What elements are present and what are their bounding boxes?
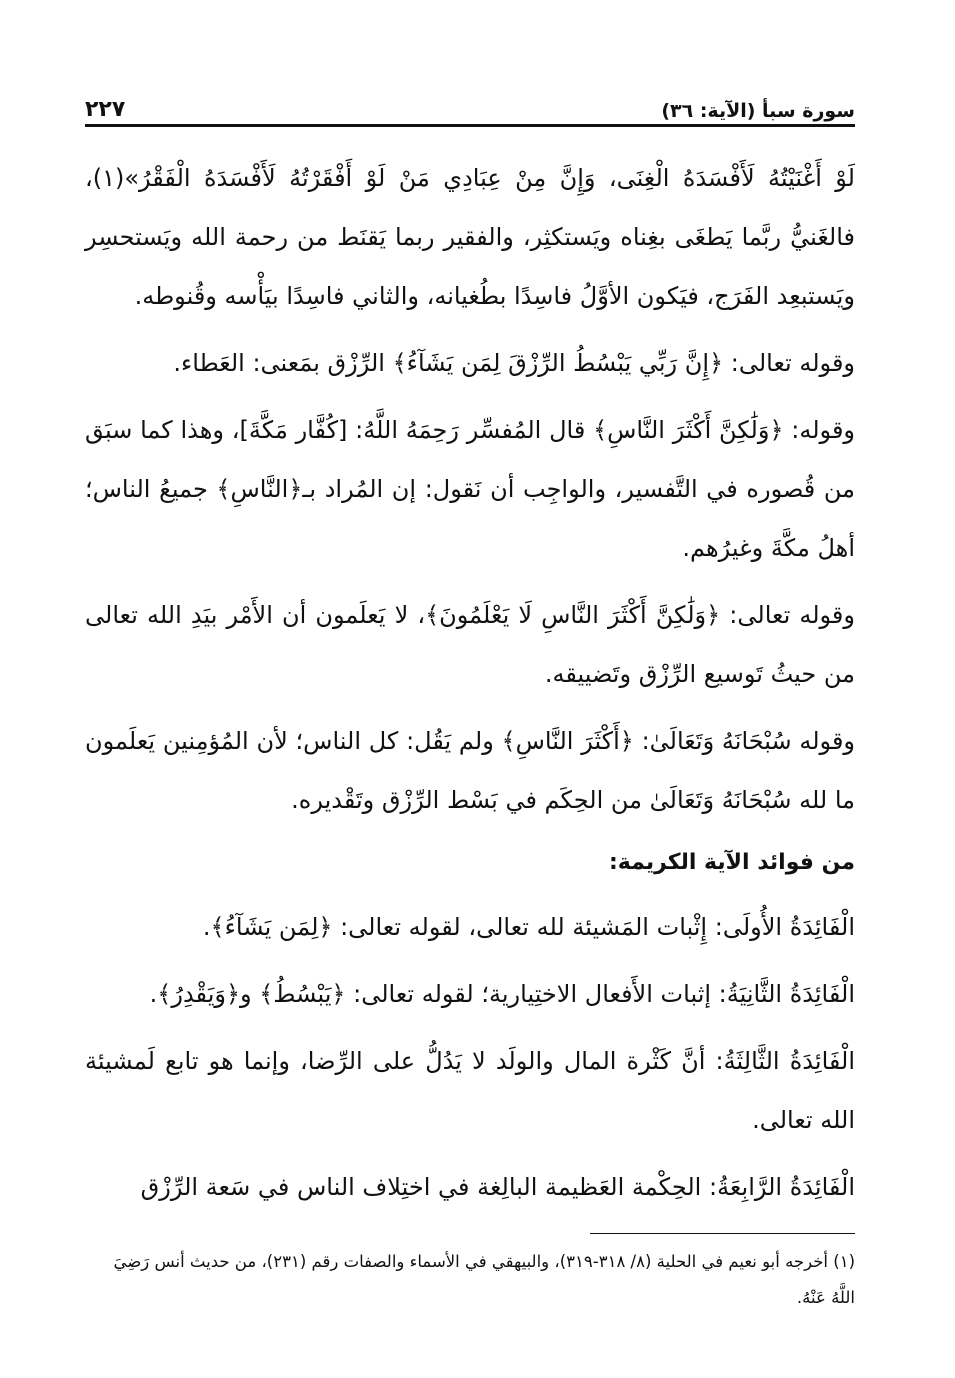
footnote: (١) أخرجه أبو نعيم في الحلية (٨/ ٣١٨-٣١٩)، والبيهقي في الأسماء والصفات رقم (٢٣١)، من حديث أنس رَضِيَ اللَّهُ عَنْهُ.: [113, 1252, 855, 1307]
book-page: [85, 90, 855, 1316]
surah-title: سورة سبأ (الآية: ٣٦): [661, 100, 855, 122]
benefit-item: الْفَائِدَةُ الرَّابِعَةُ: الحِكْمة العَظيمة البالِغة في اختِلاف الناس في سَعة الرِّزْق: [140, 1173, 855, 1201]
paragraph: وقوله سُبْحَانَهُ وَتَعَالَىٰ: ﴿أَكْثَرَ النَّاسِ﴾ ولم يَقُل: كل الناس؛ لأن المُؤمِنين يَعلَمون ما لله سُبْحَانَهُ وَتَعَالَىٰ من الحِكَم في بَسْط الرِّزْق وتَقْديره.: [85, 727, 855, 814]
paragraph: لَوْ أَغْنَيْتُهُ لَأَفْسَدَهُ الْغِنَى، وَإِنَّ مِنْ عِبَادِي مَنْ لَوْ أَفْقَرْتُهُ لَأَفْسَدَهُ الْفَقْرُ»(١)، فالغَنيُّ ربَّما يَطغَى بغِناه ويَستكثِر، والفقير ربما يَقنَط من رحمة الله ويَستحسِر ويَستبعِد الفَرَج، فيَكون الأوَّلُ فاسِدًا بطُغيانه، والثاني فاسِدًا بيَأْسه وقُنوطه.: [85, 164, 855, 310]
paragraph: وقوله: ﴿وَلَٰكِنَّ أَكْثَرَ النَّاسِ﴾ قال المُفسِّر رَحِمَهُ اللَّهُ: [كُفَّار مَكَّةَ]، وهذا كما سبَق من قُصوره في التَّفسير، والواجِب أن نَقول: إن المُراد بـ﴿النَّاسِ﴾ جميعُ الناس؛ أهلُ مكَّةَ وغيرُهم.: [85, 416, 855, 562]
footnote-divider: [590, 1233, 855, 1234]
section-heading: من فوائد الآية الكريمة:: [608, 850, 855, 875]
page-header: [85, 90, 855, 127]
page-number: ٢٢٧: [85, 97, 126, 122]
paragraph: وقوله تعالى: ﴿إِنَّ رَبِّي يَبْسُطُ الرِّزْقَ لِمَن يَشَآءُ﴾ الرِّزْق بمَعنى: العَطاء.: [173, 349, 855, 377]
benefit-item: الْفَائِدَةُ الثَّالِثَةُ: أنَّ كَثْرة المال والولَد لا يَدُلُّ على الرِّضا، وإنما هو تابع لَمشيئة الله تعالى.: [85, 1047, 855, 1134]
benefit-item: الْفَائِدَةُ الأُولَى: إِثْبات المَشيئة لله تعالى، لقوله تعالى: ﴿لِمَن يَشَآءُ﴾.: [202, 913, 855, 941]
page-body: [85, 149, 855, 1217]
paragraph: وقوله تعالى: ﴿وَلَٰكِنَّ أَكْثَرَ النَّاسِ لَا يَعْلَمُونَ﴾، لا يَعلَمون أن الأَمْر بيَدِ الله تعالى من حيثُ تَوسيع الرِّزْق وتَضييقه.: [85, 601, 855, 688]
benefit-item: الْفَائِدَةُ الثَّانِيَةُ: إثبات الأَفعال الاختِيارية؛ لقوله تعالى: ﴿يَبْسُطُ﴾ و﴿وَيَقْدِرُ﴾.: [149, 980, 855, 1008]
